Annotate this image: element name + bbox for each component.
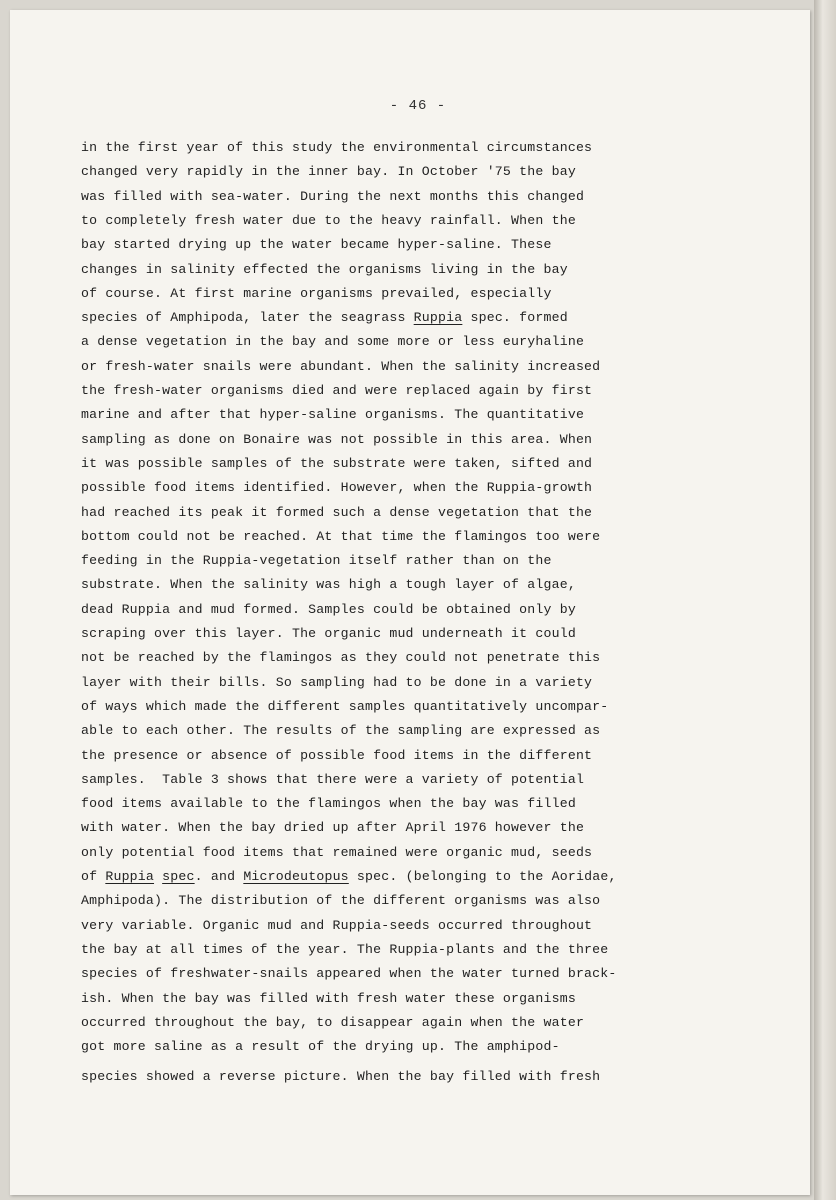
- underlined-taxon: Ruppia: [105, 869, 155, 884]
- text-line: [81, 748, 592, 763]
- text-line: [81, 164, 576, 179]
- text-run: sampling as done on Bonaire was not possible in this area. When: [81, 431, 593, 447]
- text-line: [81, 262, 568, 277]
- text-line: [81, 213, 576, 228]
- text-run: changes in salinity effected the organisms living in the bay: [81, 261, 568, 277]
- text-line: [81, 918, 592, 933]
- text-run: feeding in the Ruppia-vegetation itself rather than on the: [81, 553, 552, 569]
- text-run: in the first year of this study the environmental circumstances: [81, 140, 593, 155]
- text-line: [81, 359, 600, 374]
- text-line: [81, 286, 552, 301]
- text-line: [81, 675, 592, 690]
- text-run: the fresh-water organisms died and were replaced again by first: [81, 383, 593, 398]
- page-number: - 46 -: [389, 98, 447, 114]
- text-run: species of Amphipoda, later the seagrass: [81, 310, 414, 326]
- text-run: only potential food items that remained were organic mud, seeds: [81, 844, 593, 860]
- text-run: . and: [194, 869, 244, 884]
- text-run: food items available to the flamingos when the bay was filled: [81, 796, 576, 812]
- text-line: [81, 869, 617, 884]
- text-line: [81, 699, 608, 714]
- text-run: marine and after that hyper-saline organisms. The quantitative: [81, 407, 585, 423]
- text-line: [81, 723, 600, 738]
- text-line: [81, 480, 592, 495]
- text-run: Amphipoda). The distribution of the different organisms was also: [81, 893, 601, 909]
- underlined-taxon: Ruppia: [413, 310, 463, 326]
- text-run: occurred throughout the bay, to disappear again when the water: [81, 1014, 585, 1030]
- text-run: to completely fresh water due to the heavy rainfall. When the: [81, 212, 576, 228]
- text-line: [81, 893, 600, 908]
- text-line: [81, 942, 608, 957]
- text-line: [81, 310, 568, 325]
- text-line: [81, 772, 584, 787]
- text-line: [81, 237, 552, 252]
- next-page-edge: [814, 0, 836, 1200]
- text-run: had reached its peak it formed such a dense vegetation that the: [81, 504, 593, 520]
- text-run: species showed a reverse picture. When the bay filled with fresh: [81, 1069, 601, 1085]
- text-line: [81, 820, 584, 835]
- text-line: [81, 1069, 600, 1084]
- text-run: very variable. Organic mud and Ruppia-seeds occurred throughout: [81, 917, 593, 933]
- text-line: [81, 432, 592, 447]
- text-run: samples. Table 3 shows that there were a variety of potential: [81, 771, 585, 787]
- text-line: [81, 383, 592, 398]
- text-run: spec. (belonging to the Aoridae,: [348, 869, 617, 884]
- text-line: [81, 966, 617, 981]
- underlined-taxon: Microdeutopus: [243, 869, 349, 884]
- text-line: [81, 626, 576, 641]
- text-run: dead Ruppia and mud formed. Samples could be obtained only by: [81, 601, 576, 617]
- text-line: [81, 407, 584, 422]
- text-line: [81, 845, 592, 860]
- text-run: not be reached by the flamingos as they could not penetrate this: [81, 650, 601, 666]
- text-line: [81, 505, 592, 520]
- text-run: with water. When the bay dried up after April 1976 however the: [81, 820, 585, 836]
- text-line: [81, 796, 576, 811]
- text-run: of course. At first marine organisms prevailed, especially: [81, 285, 552, 301]
- text-run: got more saline as a result of the drying up. The amphipod-: [81, 1039, 560, 1055]
- text-line: [81, 1015, 584, 1030]
- text-line: [81, 334, 584, 349]
- text-line: [81, 991, 576, 1006]
- text-run: was filled with sea-water. During the next months this changed: [81, 188, 585, 204]
- text-line: [81, 140, 592, 155]
- text-run: bottom could not be reached. At that time the flamingos too were: [81, 528, 601, 544]
- text-run: [154, 869, 162, 884]
- text-run: of: [81, 869, 106, 884]
- text-run: of ways which made the different samples quantitatively uncompar-: [81, 698, 609, 714]
- text-run: spec. formed: [462, 310, 568, 326]
- text-run: changed very rapidly in the inner bay. In October '75 the bay: [81, 164, 576, 180]
- text-run: ish. When the bay was filled with fresh water these organisms: [81, 990, 576, 1006]
- text-run: the bay at all times of the year. The Ruppia-plants and the three: [81, 941, 609, 957]
- text-run: the presence or absence of possible food items in the different: [81, 747, 593, 763]
- text-run: substrate. When the salinity was high a tough layer of algae,: [81, 577, 576, 593]
- text-line: [81, 456, 592, 471]
- text-line: [81, 1039, 560, 1054]
- text-run: species of freshwater-snails appeared when the water turned brack-: [81, 966, 617, 982]
- text-line: [81, 650, 600, 665]
- underlined-taxon: spec: [162, 869, 195, 884]
- text-run: or fresh-water snails were abundant. When the salinity increased: [81, 358, 601, 374]
- text-line: [81, 602, 576, 617]
- text-run: possible food items identified. However, when the Ruppia-growth: [81, 480, 593, 496]
- text-line: [81, 553, 552, 568]
- text-run: layer with their bills. So sampling had to be done in a variety: [81, 674, 593, 690]
- text-line: [81, 189, 584, 204]
- text-run: bay started drying up the water became hyper-saline. These: [81, 237, 552, 253]
- text-line: [81, 577, 576, 592]
- text-run: able to each other. The results of the sampling are expressed as: [81, 723, 601, 739]
- text-line: [81, 529, 600, 544]
- text-run: scraping over this layer. The organic mud underneath it could: [81, 626, 576, 641]
- text-run: it was possible samples of the substrate were taken, sifted and: [81, 455, 593, 471]
- text-run: a dense vegetation in the bay and some more or less euryhaline: [81, 334, 585, 350]
